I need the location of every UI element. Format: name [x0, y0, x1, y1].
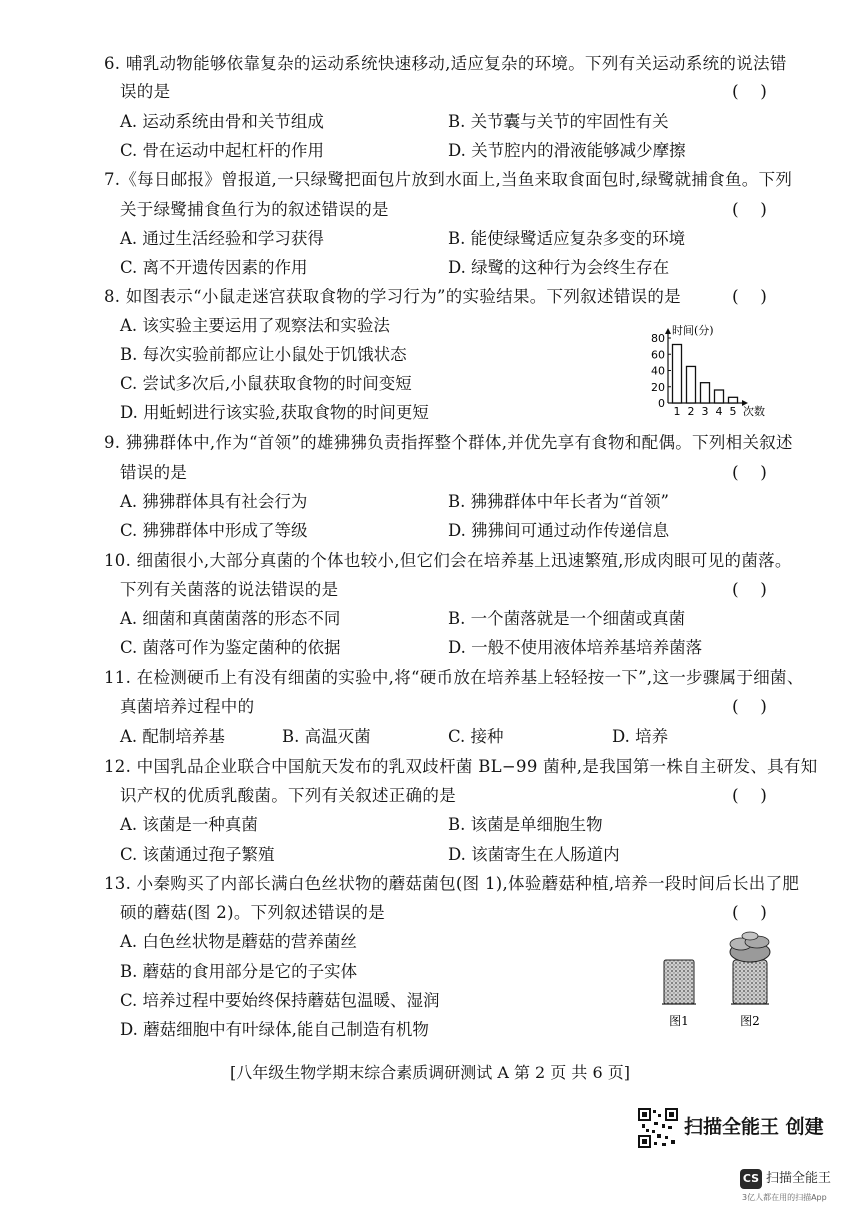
- q13-stem-line2: 硕的蘑菇(图 2)。下列叙述错误的是: [120, 903, 386, 922]
- q9-answer-bracket: ( ): [732, 463, 767, 483]
- q7-answer-bracket: ( ): [732, 200, 767, 220]
- q9-option-d: D. 狒狒间可通过动作传递信息: [448, 521, 670, 540]
- chart-x-tick-label: 2: [687, 405, 695, 418]
- q12-answer-bracket: ( ): [732, 786, 767, 806]
- chart-y-tick-label: 20: [651, 380, 665, 394]
- chart-bar: [715, 390, 724, 403]
- q8-stem-line1: 8. 如图表示“小鼠走迷宫获取食物的学习行为”的实验结果。下列叙述错误的是: [104, 287, 681, 306]
- chart-bar: [687, 366, 696, 403]
- q12-stem-line1: 12. 中国乳品企业联合中国航天发布的乳双歧杆菌 BL−99 菌种,是我国第一株自主研发、具有知: [104, 757, 818, 776]
- q8-option-d: D. 用蚯蚓进行该实验,获取食物的时间更短: [120, 403, 429, 422]
- figure2-mushroom-grown: [730, 932, 770, 1004]
- q6-option-d: D. 关节腔内的滑液能够减少摩擦: [448, 141, 686, 160]
- q7-option-b: B. 能使绿鹭适应复杂多变的环境: [448, 229, 686, 248]
- scanner-badge-text: 扫描全能王 创建: [684, 1116, 824, 1138]
- q10-option-a: A. 细菌和真菌菌落的形态不同: [120, 609, 341, 628]
- chart-bars: [673, 345, 738, 404]
- q11-answer-bracket: ( ): [732, 697, 767, 717]
- chart-y-tick-label: 0: [658, 397, 665, 410]
- q10-option-b: B. 一个菌落就是一个细菌或真菌: [448, 609, 686, 628]
- q10-stem-line2: 下列有关菌落的说法错误的是: [120, 580, 339, 599]
- q10-answer-bracket: ( ): [732, 580, 767, 600]
- q11-option-b: B. 高温灭菌: [282, 727, 371, 746]
- q9-option-c: C. 狒狒群体中形成了等级: [120, 521, 308, 540]
- q6-stem-line1: 6. 哺乳动物能够依靠复杂的运动系统快速移动,适应复杂的环境。下列有关运动系统的说法错: [104, 54, 787, 73]
- q11-stem-line2: 真菌培养过程中的: [120, 697, 255, 716]
- q13-option-a: A. 白色丝状物是蘑菇的营养菌丝: [120, 932, 357, 951]
- chart-y-axis-arrow: [665, 328, 671, 334]
- q7-option-c: C. 离不开遗传因素的作用: [120, 258, 308, 277]
- camscanner-logo-icon: CS: [740, 1169, 762, 1189]
- chart-x-tick-label: 1: [673, 405, 681, 418]
- q8-option-a: A. 该实验主要运用了观察法和实验法: [120, 316, 390, 335]
- qr-code-icon: [638, 1108, 678, 1148]
- q13-option-b: B. 蘑菇的食用部分是它的子实体: [120, 962, 358, 981]
- q13-option-d: D. 蘑菇细胞中有叶绿体,能自己制造有机物: [120, 1020, 429, 1039]
- mushroom-figures: [655, 930, 780, 1030]
- chart-bar: [729, 397, 738, 403]
- q12-option-b: B. 该菌是单细胞生物: [448, 815, 603, 834]
- page-footer: [八年级生物学期末综合素质调研测试 A 第 2 页 共 6 页]: [229, 1063, 630, 1082]
- chart-y-tick-label: 60: [651, 348, 665, 362]
- q11-option-a: A. 配制培养基: [120, 727, 225, 746]
- figure1-label: 图1: [669, 1014, 689, 1028]
- q10-stem-line1: 10. 细菌很小,大部分真菌的个体也较小,但它们会在培养基上迅速繁殖,形成肉眼可见的菌落。: [104, 551, 792, 570]
- q8-option-c: C. 尝试多次后,小鼠获取食物的时间变短: [120, 374, 412, 393]
- q11-option-d: D. 培养: [612, 727, 669, 746]
- q6-option-c: C. 骨在运动中起杠杆的作用: [120, 141, 325, 160]
- q6-stem-line2: 误的是: [120, 82, 171, 101]
- chart-x-tick-label: 4: [715, 405, 723, 418]
- q6-answer-bracket: ( ): [732, 82, 767, 102]
- q10-option-c: C. 菌落可作为鉴定菌种的依据: [120, 638, 341, 657]
- q11-stem-line1: 11. 在检测硬币上有没有细菌的实验中,将“硬币放在培养基上轻轻按一下”,这一步骤属于细菌、: [104, 668, 804, 687]
- chart-bar: [673, 345, 682, 404]
- q13-option-c: C. 培养过程中要始终保持蘑菇包温暖、湿润: [120, 991, 440, 1010]
- q10-option-d: D. 一般不使用液体培养基培养菌落: [448, 638, 703, 657]
- chart-y-axis-title: 时间(分): [672, 324, 714, 337]
- q12-option-c: C. 该菌通过孢子繁殖: [120, 845, 275, 864]
- chart-x-tick-label: 3: [701, 405, 709, 418]
- q13-answer-bracket: ( ): [732, 903, 767, 923]
- q7-option-a: A. 通过生活经验和学习获得: [120, 229, 324, 248]
- chart-bar: [701, 383, 710, 403]
- q9-option-b: B. 狒狒群体中年长者为“首领”: [448, 492, 669, 511]
- maze-learning-bar-chart: [640, 324, 790, 424]
- q7-stem-line1: 7.《每日邮报》曾报道,一只绿鹭把面包片放到水面上,当鱼来取食面包时,绿鹭就捕食鱼。下列: [104, 170, 793, 189]
- q12-option-d: D. 该菌寄生在人肠道内: [448, 845, 620, 864]
- q9-stem-line2: 错误的是: [120, 463, 188, 482]
- q9-option-a: A. 狒狒群体具有社会行为: [120, 492, 308, 511]
- q6-option-a: A. 运动系统由骨和关节组成: [120, 112, 324, 131]
- q13-stem-line1: 13. 小秦购买了内部长满白色丝状物的蘑菇菌包(图 1),体验蘑菇种植,培养一段时间后长出了肥: [104, 874, 800, 893]
- chart-y-tick-label: 80: [651, 332, 665, 345]
- figure2-label: 图2: [740, 1014, 760, 1028]
- q8-answer-bracket: ( ): [732, 287, 767, 307]
- q8-option-b: B. 每次实验前都应让小鼠处于饥饿状态: [120, 345, 407, 364]
- camscanner-tagline: 3亿人都在用的扫描App: [742, 1193, 827, 1202]
- chart-y-tick-label: 40: [651, 364, 665, 378]
- q12-stem-line2: 识产权的优质乳酸菌。下列有关叙述正确的是: [120, 786, 456, 805]
- q12-option-a: A. 该菌是一种真菌: [120, 815, 258, 834]
- chart-x-axis-title: 次数: [743, 405, 765, 418]
- q7-stem-line2: 关于绿鹭捕食鱼行为的叙述错误的是: [120, 200, 389, 219]
- camscanner-brand-name: 扫描全能王: [766, 1171, 832, 1186]
- chart-x-tick-label: 5: [729, 405, 737, 418]
- figure1-mushroom-bag: [662, 960, 696, 1004]
- q6-option-b: B. 关节囊与关节的牢固性有关: [448, 112, 669, 131]
- q9-stem-line1: 9. 狒狒群体中,作为“首领”的雄狒狒负责指挥整个群体,并优先享有食物和配偶。下列相关叙述: [104, 433, 793, 452]
- q7-option-d: D. 绿鹭的这种行为会终生存在: [448, 258, 670, 277]
- q11-option-c: C. 接种: [448, 727, 504, 746]
